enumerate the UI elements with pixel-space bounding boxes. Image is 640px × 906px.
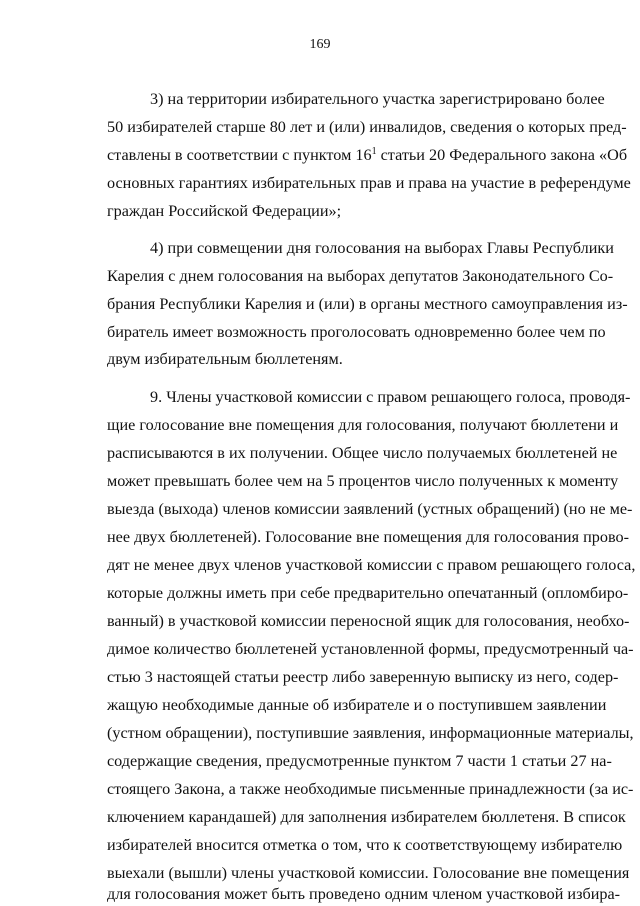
text-line: выехали (вышли) члены участковой комиссии. Голосование вне помещения	[107, 864, 630, 882]
text-line: двум избирательным бюллетеням.	[107, 350, 343, 368]
text-line: дят не менее двух членов участковой комиссии с правом решающего голоса,	[107, 556, 636, 574]
text-line: щие голосование вне помещения для голосования, получают бюллетени и	[107, 416, 619, 434]
text-segment: ставлены в соответствии с пунктом 16	[107, 146, 372, 164]
text-line: ключением карандашей) для заполнения избирателем бюллетеня. В список	[107, 808, 626, 826]
text-line: 50 избирателей старше 80 лет и (или) инвалидов, сведения о которых пред-	[107, 118, 627, 136]
text-segment: статьи 20 Федерального закона «Об	[376, 146, 628, 164]
text-line: Карелия с днем голосования на выборах депутатов Законодательного Со-	[107, 267, 614, 285]
text-line: избирателей вносится отметка о том, что к соответствующему избирателю	[107, 836, 623, 854]
text-line: ванный) в участковой комиссии переносной ящик для голосования, необхо-	[107, 612, 630, 630]
text-line: для голосования может быть проведено одним членом участковой избира-	[107, 885, 621, 903]
text-line-with-footnote	[107, 143, 628, 167]
text-line: (устном обращении), поступившие заявления, информационные материалы,	[107, 724, 634, 742]
text-line: 9. Члены участковой комиссии с правом решающего голоса, проводя-	[150, 388, 631, 406]
text-line: граждан Российской Федерации»;	[107, 202, 342, 220]
text-line: расписываются в их получении. Общее число получаемых бюллетеней не	[107, 444, 618, 462]
text-line: биратель имеет возможность проголосовать одновременно более чем по	[107, 323, 606, 341]
footnote-marker: 1	[371, 146, 377, 157]
text-line: брания Республики Карелия и (или) в органы местного самоуправления из-	[107, 295, 628, 313]
text-line: нее двух бюллетеней). Голосование вне помещения для голосования прово-	[107, 528, 629, 546]
text-line: 4) при совмещении дня голосования на выборах Главы Республики	[150, 239, 614, 257]
text-line: стью 3 настоящей статьи реестр либо заверенную выписку из него, содер-	[107, 668, 619, 686]
text-line: выезда (выхода) членов комиссии заявлений (устных обращений) (но не ме-	[107, 500, 633, 518]
text-line: основных гарантиях избирательных прав и права на участие в референдуме	[107, 174, 631, 192]
text-line: жащую необходимые данные об избирателе и о поступившем заявлении	[107, 696, 607, 714]
text-line: 3) на территории избирательного участка зарегистрировано более	[150, 90, 605, 108]
text-line: может превышать более чем на 5 процентов число полученных к моменту	[107, 472, 619, 490]
text-line: стоящего Закона, а также необходимые письменные принадлежности (за ис-	[107, 780, 634, 798]
text-line: содержащие сведения, предусмотренные пунктом 7 части 1 статьи 27 на-	[107, 752, 612, 770]
text-line: димое количество бюллетеней установленной формы, предусмотренный ча-	[107, 640, 634, 658]
text-line: которые должны иметь при себе предварительно опечатанный (опломбиро-	[107, 584, 629, 602]
page-number: 169	[309, 37, 331, 52]
